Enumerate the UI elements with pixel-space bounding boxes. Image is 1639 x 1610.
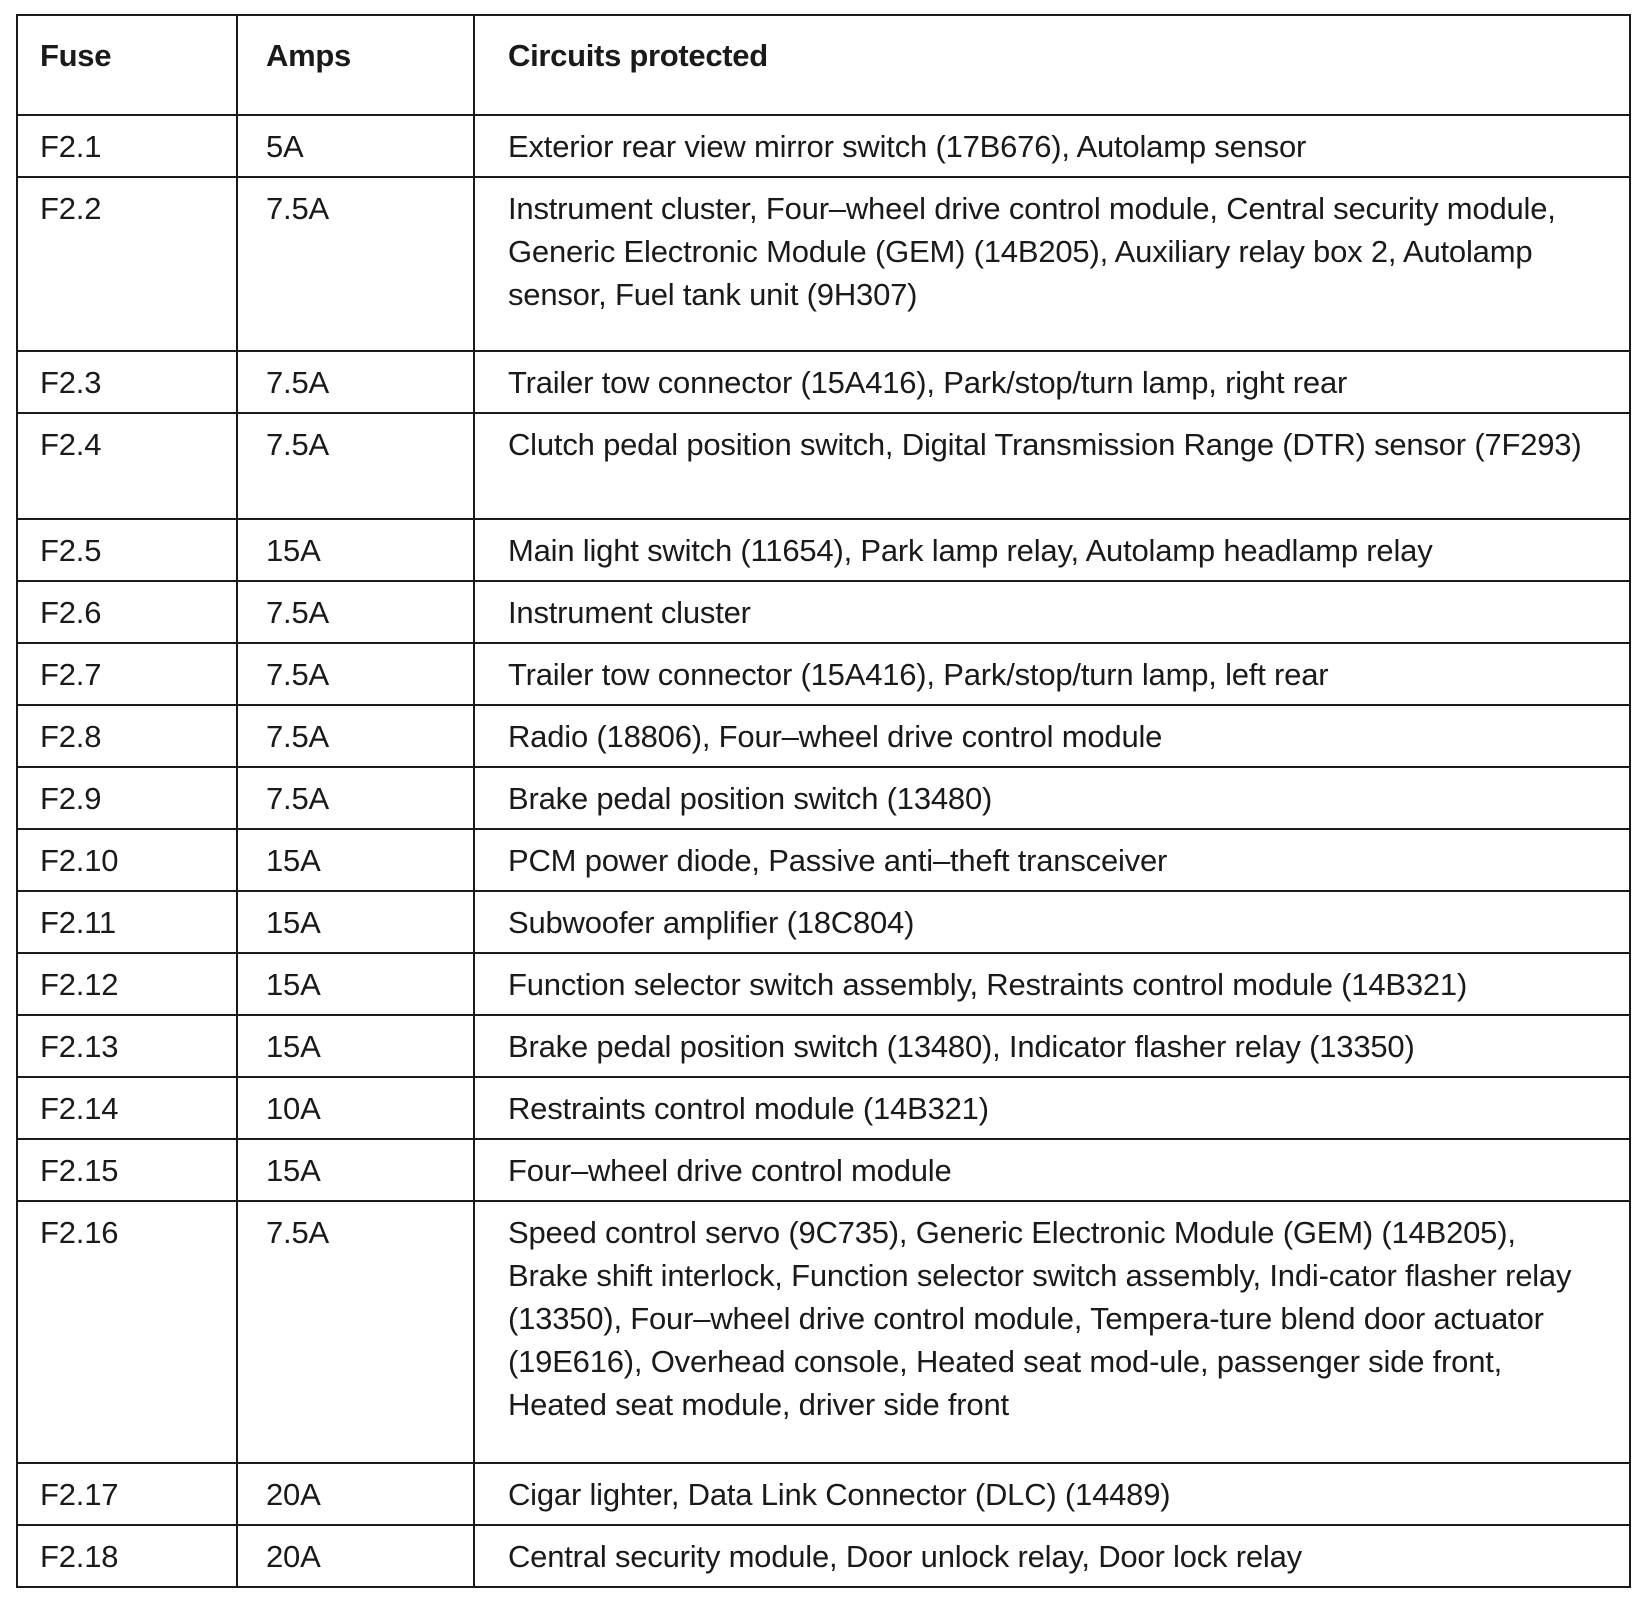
table-row [17,1077,1630,1139]
table-row [17,891,1630,953]
table-row [17,115,1630,177]
circuits-cell: Instrument cluster, Four–wheel drive control module, Central security module, Generic Electronic Module (GEM) (14B205), Auxiliary relay box 2, Autolamp sensor, Fuel tank unit (9H307) [474,177,1630,351]
fuse-cell: F2.6 [17,581,237,643]
fuse-cell: F2.5 [17,519,237,581]
table-row [17,643,1630,705]
amps-cell: 7.5A [237,351,474,413]
table-row [17,351,1630,413]
fuse-cell: F2.11 [17,891,237,953]
circuits-cell: Cigar lighter, Data Link Connector (DLC) (14489) [474,1463,1630,1525]
fuse-cell: F2.9 [17,767,237,829]
amps-cell: 7.5A [237,413,474,519]
table-row [17,177,1630,351]
fuse-cell: F2.3 [17,351,237,413]
amps-cell: 15A [237,953,474,1015]
circuits-cell: Central security module, Door unlock relay, Door lock relay [474,1525,1630,1587]
table-row [17,1525,1630,1587]
fuse-cell: F2.12 [17,953,237,1015]
table-row [17,1463,1630,1525]
table-row [17,413,1630,519]
amps-cell: 7.5A [237,581,474,643]
fuse-cell: F2.4 [17,413,237,519]
amps-cell: 10A [237,1077,474,1139]
circuits-cell: Clutch pedal position switch, Digital Transmission Range (DTR) sensor (7F293) [474,413,1630,519]
table-row [17,1015,1630,1077]
amps-cell: 7.5A [237,643,474,705]
amps-cell: 15A [237,519,474,581]
amps-cell: 5A [237,115,474,177]
fuse-cell: F2.8 [17,705,237,767]
circuits-cell: Radio (18806), Four–wheel drive control module [474,705,1630,767]
circuits-cell: Brake pedal position switch (13480) [474,767,1630,829]
table-row [17,953,1630,1015]
circuits-cell: Speed control servo (9C735), Generic Electronic Module (GEM) (14B205), Brake shift interlock, Function selector switch assembly, Indi-cator flasher relay (13350), Four–wheel drive control module, Tempera-ture blend door actuator (19E616), Overhead console, Heated seat mod-ule, passenger side front, Heated seat module, driver side front [474,1201,1630,1463]
fuse-cell: F2.16 [17,1201,237,1463]
table-row [17,519,1630,581]
table-header [17,15,1630,115]
circuits-cell: Instrument cluster [474,581,1630,643]
table-row [17,705,1630,767]
circuits-cell: Subwoofer amplifier (18C804) [474,891,1630,953]
circuits-cell: Main light switch (11654), Park lamp relay, Autolamp headlamp relay [474,519,1630,581]
table-row [17,767,1630,829]
amps-cell: 20A [237,1525,474,1587]
table-body [17,115,1630,1587]
amps-cell: 7.5A [237,177,474,351]
amps-cell: 7.5A [237,767,474,829]
table-row [17,1201,1630,1463]
fuse-table [16,14,1631,1588]
header-amps: Amps [237,15,474,115]
fuse-cell: F2.15 [17,1139,237,1201]
circuits-cell: Four–wheel drive control module [474,1139,1630,1201]
fuse-cell: F2.1 [17,115,237,177]
amps-cell: 15A [237,1139,474,1201]
fuse-cell: F2.13 [17,1015,237,1077]
table-row [17,581,1630,643]
fuse-cell: F2.18 [17,1525,237,1587]
table-row [17,829,1630,891]
amps-cell: 20A [237,1463,474,1525]
fuse-cell: F2.14 [17,1077,237,1139]
fuse-cell: F2.7 [17,643,237,705]
amps-cell: 15A [237,1015,474,1077]
circuits-cell: Restraints control module (14B321) [474,1077,1630,1139]
circuits-cell: Function selector switch assembly, Restraints control module (14B321) [474,953,1630,1015]
header-circuits-protected: Circuits protected [474,15,1630,115]
amps-cell: 7.5A [237,705,474,767]
fuse-cell: F2.17 [17,1463,237,1525]
amps-cell: 7.5A [237,1201,474,1463]
circuits-cell: Brake pedal position switch (13480), Indicator flasher relay (13350) [474,1015,1630,1077]
amps-cell: 15A [237,829,474,891]
circuits-cell: PCM power diode, Passive anti–theft transceiver [474,829,1630,891]
circuits-cell: Trailer tow connector (15A416), Park/stop/turn lamp, left rear [474,643,1630,705]
header-fuse: Fuse [17,15,237,115]
amps-cell: 15A [237,891,474,953]
table-row [17,1139,1630,1201]
circuits-cell: Exterior rear view mirror switch (17B676), Autolamp sensor [474,115,1630,177]
header-row [17,15,1630,115]
fuse-cell: F2.2 [17,177,237,351]
circuits-cell: Trailer tow connector (15A416), Park/stop/turn lamp, right rear [474,351,1630,413]
fuse-cell: F2.10 [17,829,237,891]
